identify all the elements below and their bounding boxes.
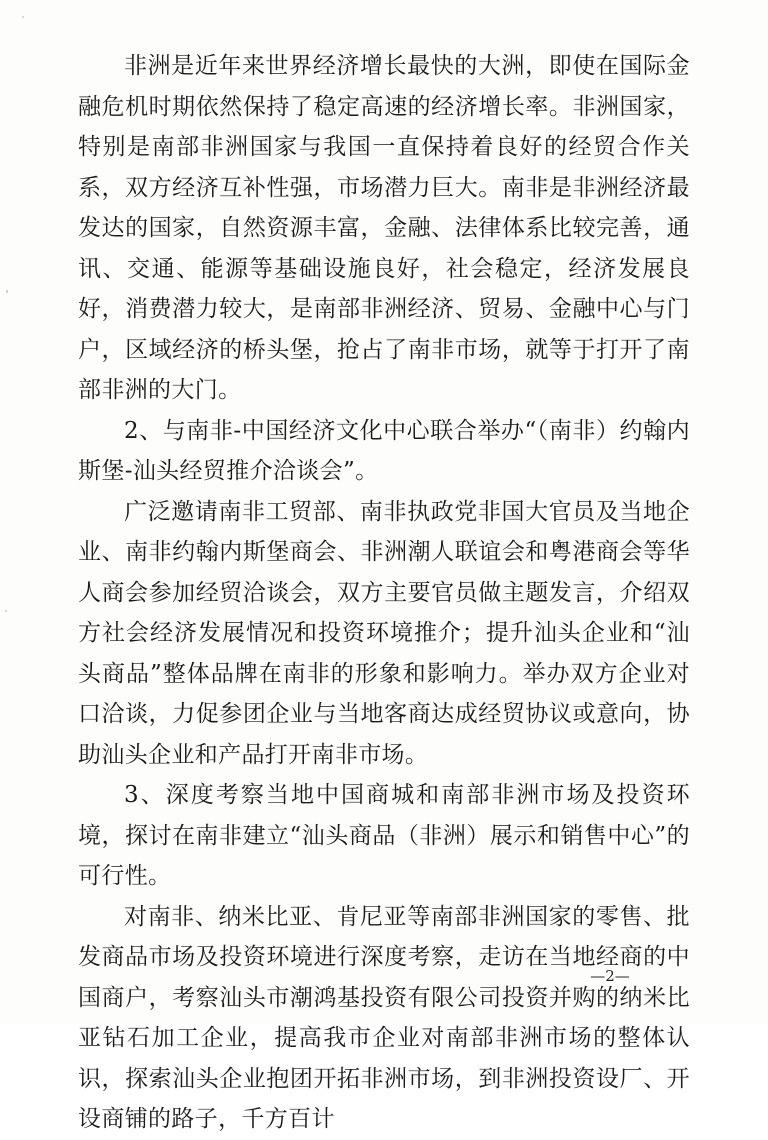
paragraph-item-3-body: 对南非、纳米比亚、肯尼亚等南部非洲国家的零售、批发商品市场及投资环境进行深度考察，走访在当地经商的中国商户，考察汕头市潮鸿基投资有限公司投资并购的纳米比亚钻石加工企业，提高我市企业对南部非洲市场的整体认识，探索汕头企业抱团开拓非洲市场，到非洲投资设厂、开设商铺的路子，千方百计 (78, 903, 690, 1132)
paragraph-intro: 非洲是近年来世界经济增长最快的大洲，即使在国际金融危机时期依然保持了稳定高速的经济增长率。非洲国家，特别是南部非洲国家与我国一直保持着良好的经贸合作关系，双方经济互补性强，市场潜力巨大。南非是非洲经济最发达的国家，自然资源丰富，金融、法律体系比较完善，通讯、交通、能源等基础设施良好，社会稳定，经济发展良好，消费潜力较大，是南部非洲经济、贸易、金融中心与门户，区域经济的桥头堡，抢占了南非市场，就等于打开了南部非洲的大门。 (78, 53, 690, 403)
paragraph-item-2-heading: 2、与南非-中国经济文化中心联合举办“（南非）约翰内斯堡-汕头经贸推介洽谈会”。 (78, 417, 690, 484)
scan-speck (22, 16, 24, 18)
paragraph-item-2-body: 广泛邀请南非工贸部、南非执政党非国大官员及当地企业、南非约翰内斯堡商会、非洲潮人联谊会和粤港商会等华人商会参加经贸洽谈会，双方主要官员做主题发言，介绍双方社会经济发展情况和投资环境推介；提升汕头企业和“汕头商品”整体品牌在南非的形象和影响力。举办双方企业对口洽谈，力促参团企业与当地客商达成经贸协议或意向，协助汕头企业和产品打开南非市场。 (78, 498, 690, 768)
scan-speck (6, 290, 8, 293)
scan-speck (5, 610, 7, 612)
paragraph-item-3-heading: 3、深度考察当地中国商城和南部非洲市场及投资环境，探讨在南非建立“汕头商品（非洲）展示和销售中心”的可行性。 (78, 782, 690, 889)
page-number: —2— (590, 967, 630, 985)
